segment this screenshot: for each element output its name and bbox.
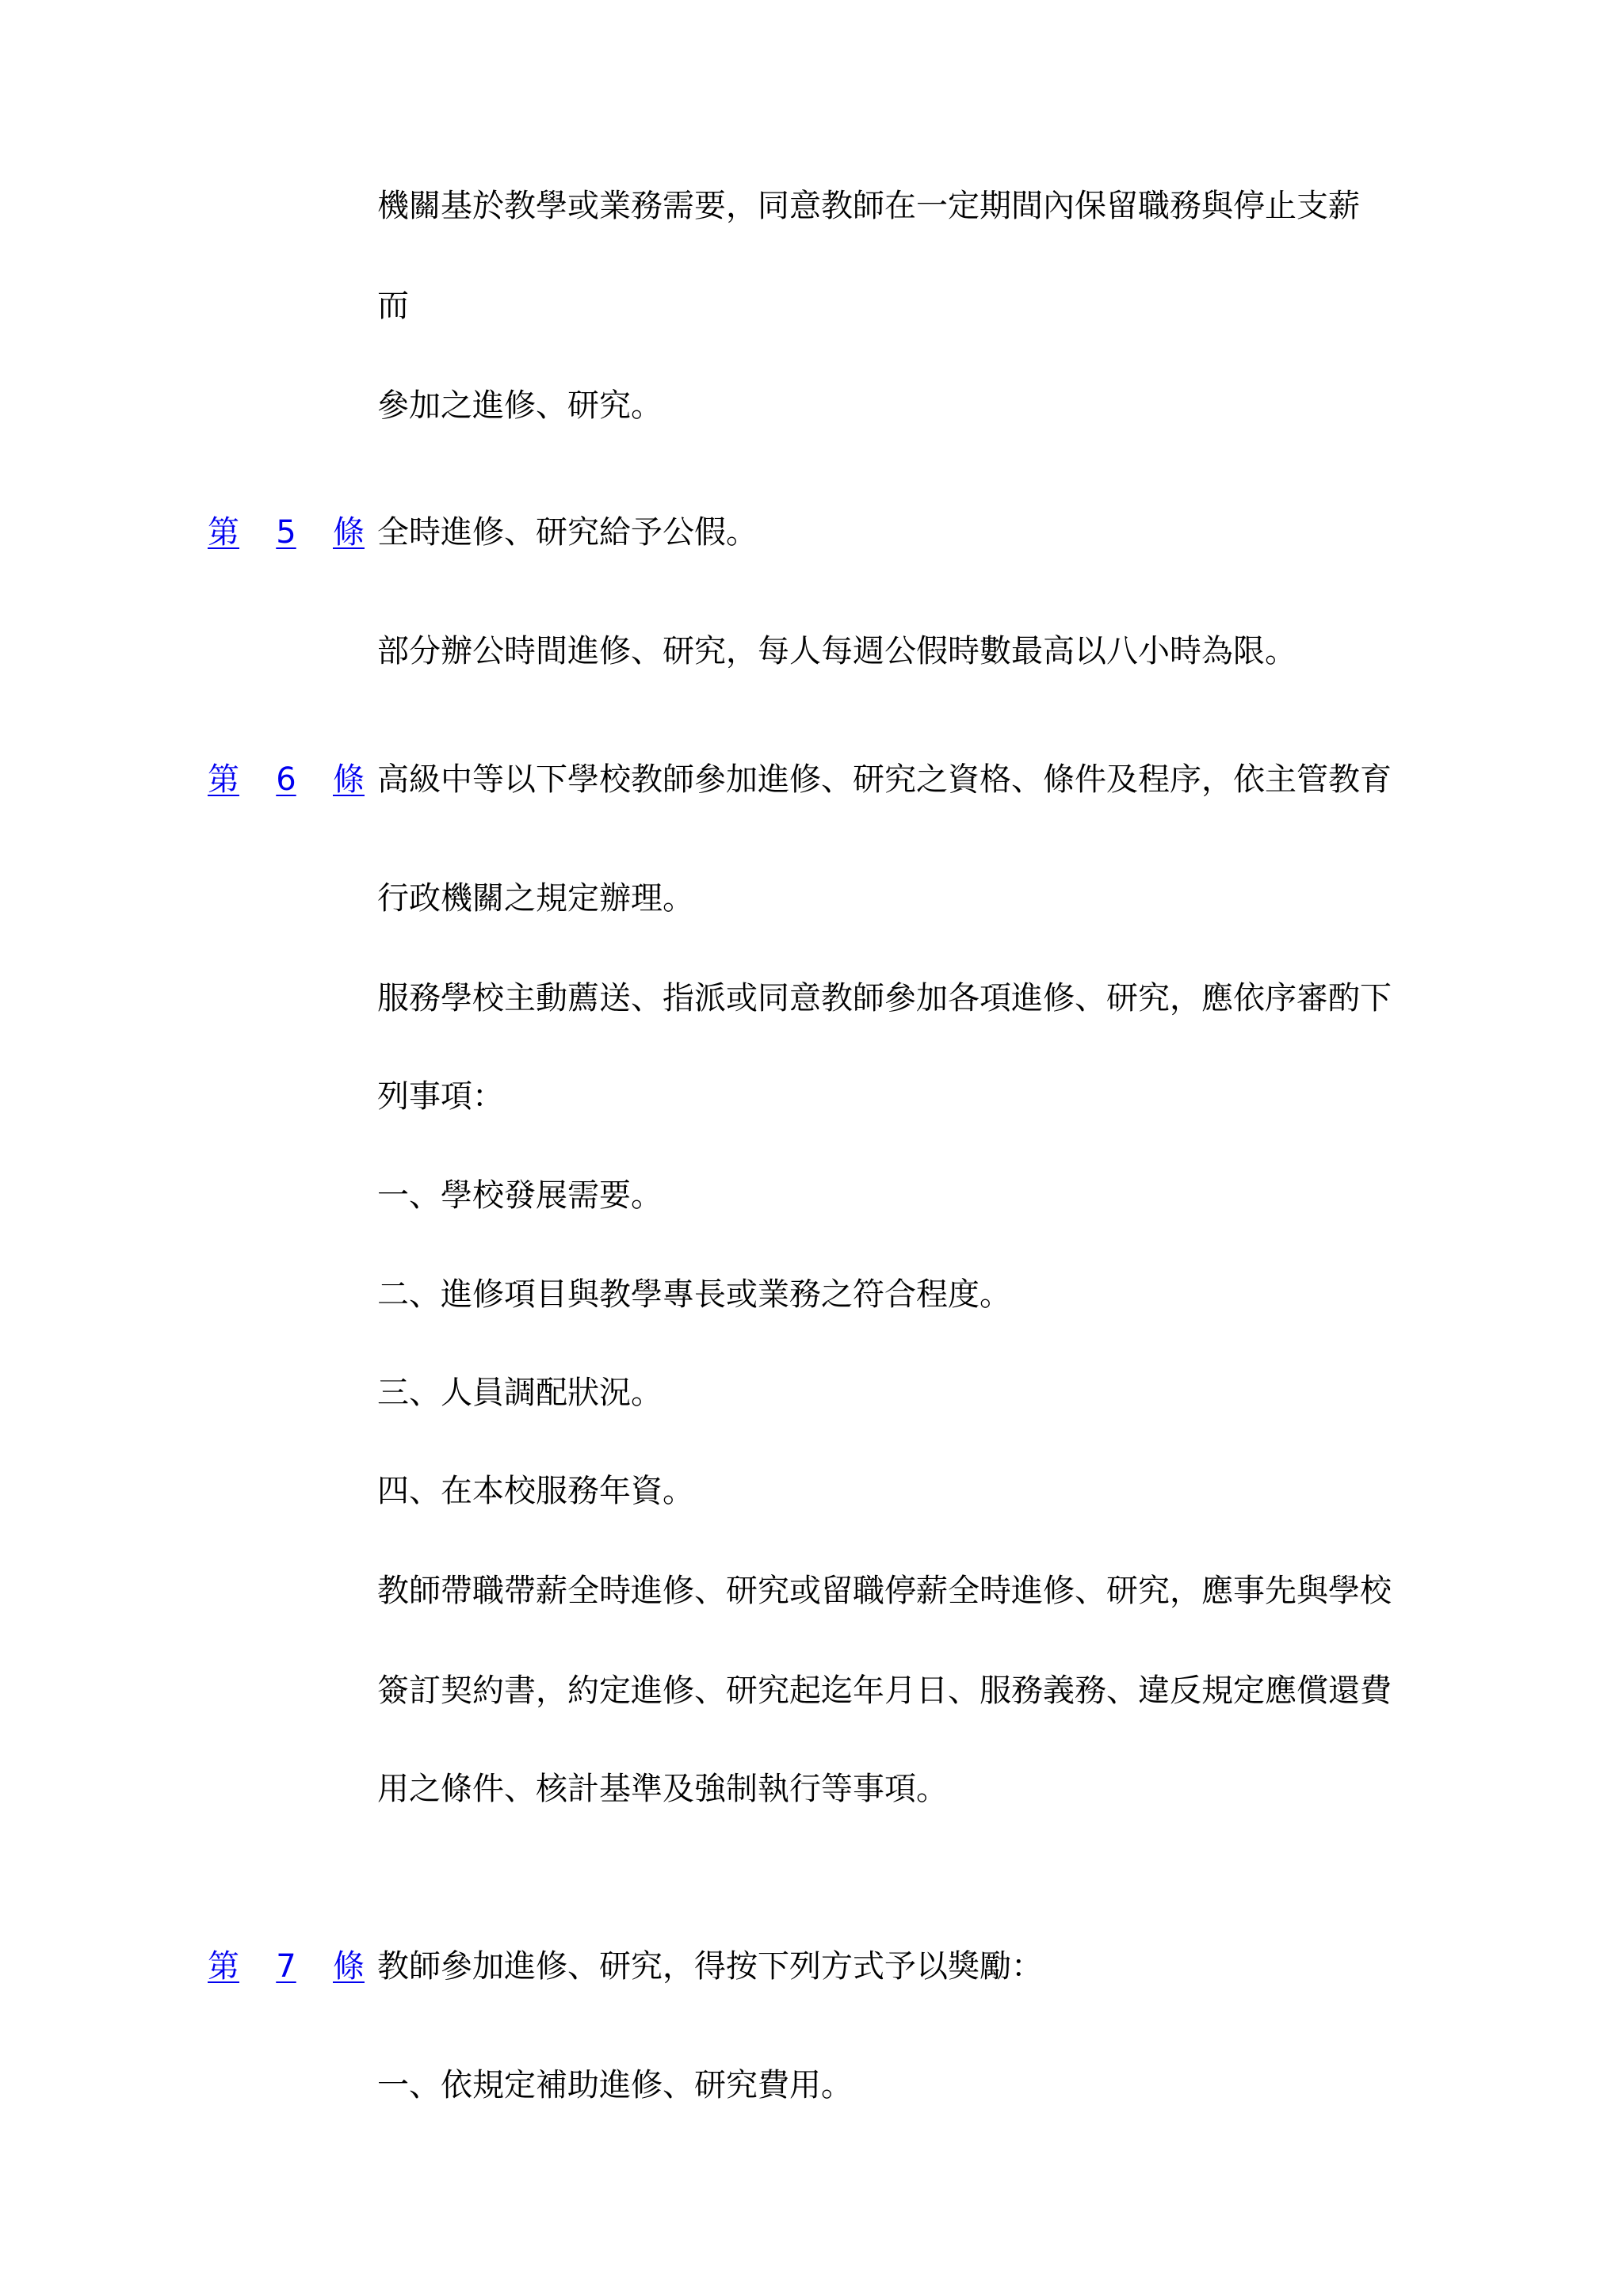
text-line: 教師帶職帶薪全時進修、研究或留職停薪全時進修、研究，應事先與學校 <box>377 1573 1392 1609</box>
article-prefix: 第 <box>208 761 239 798</box>
article-suffix: 條 <box>332 514 365 551</box>
text-line: 高級中等以下學校教師參加進修、研究之資格、條件及程序，依主管教育 <box>377 761 1392 798</box>
article-prefix: 第 <box>208 514 239 551</box>
text-line: 列事項： <box>377 1078 504 1115</box>
article-7-link[interactable] <box>208 1947 365 1985</box>
article-number: 5 <box>276 514 296 551</box>
list-item: 三、人員調配狀況。 <box>377 1375 663 1411</box>
list-item: 四、在本校服務年資。 <box>377 1473 694 1509</box>
text-line: 簽訂契約書，約定進修、研究起迄年月日、服務義務、違反規定應償還費 <box>377 1672 1392 1709</box>
article-suffix: 條 <box>332 761 365 798</box>
text-line: 服務學校主動薦送、指派或同意教師參加各項進修、研究，應依序審酌下 <box>377 980 1392 1016</box>
text-line: 機關基於教學或業務需要，同意教師在一定期間內保留職務與停止支薪 <box>377 188 1360 224</box>
article-number: 6 <box>276 761 296 798</box>
text-line: 參加之進修、研究。 <box>377 387 663 424</box>
text-line: 部分辦公時間進修、研究，每人每週公假時數最高以八小時為限。 <box>377 633 1296 669</box>
text-line: 行政機關之規定辦理。 <box>377 880 694 917</box>
article-prefix: 第 <box>208 1948 239 1985</box>
article-6-link[interactable] <box>208 761 365 799</box>
text-line: 教師參加進修、研究，得按下列方式予以獎勵： <box>377 1948 1043 1985</box>
article-suffix: 條 <box>332 1948 365 1985</box>
article-5-link[interactable] <box>208 513 365 551</box>
list-item: 二、進修項目與教學專長或業務之符合程度。 <box>377 1276 1011 1313</box>
text-line: 而 <box>377 288 409 324</box>
text-line: 用之條件、核計基準及強制執行等事項。 <box>377 1771 948 1807</box>
list-item: 一、學校發展需要。 <box>377 1177 663 1214</box>
list-item: 一、依規定補助進修、研究費用。 <box>377 2067 853 2103</box>
article-number: 7 <box>276 1948 296 1985</box>
text-line: 全時進修、研究給予公假。 <box>377 514 758 551</box>
